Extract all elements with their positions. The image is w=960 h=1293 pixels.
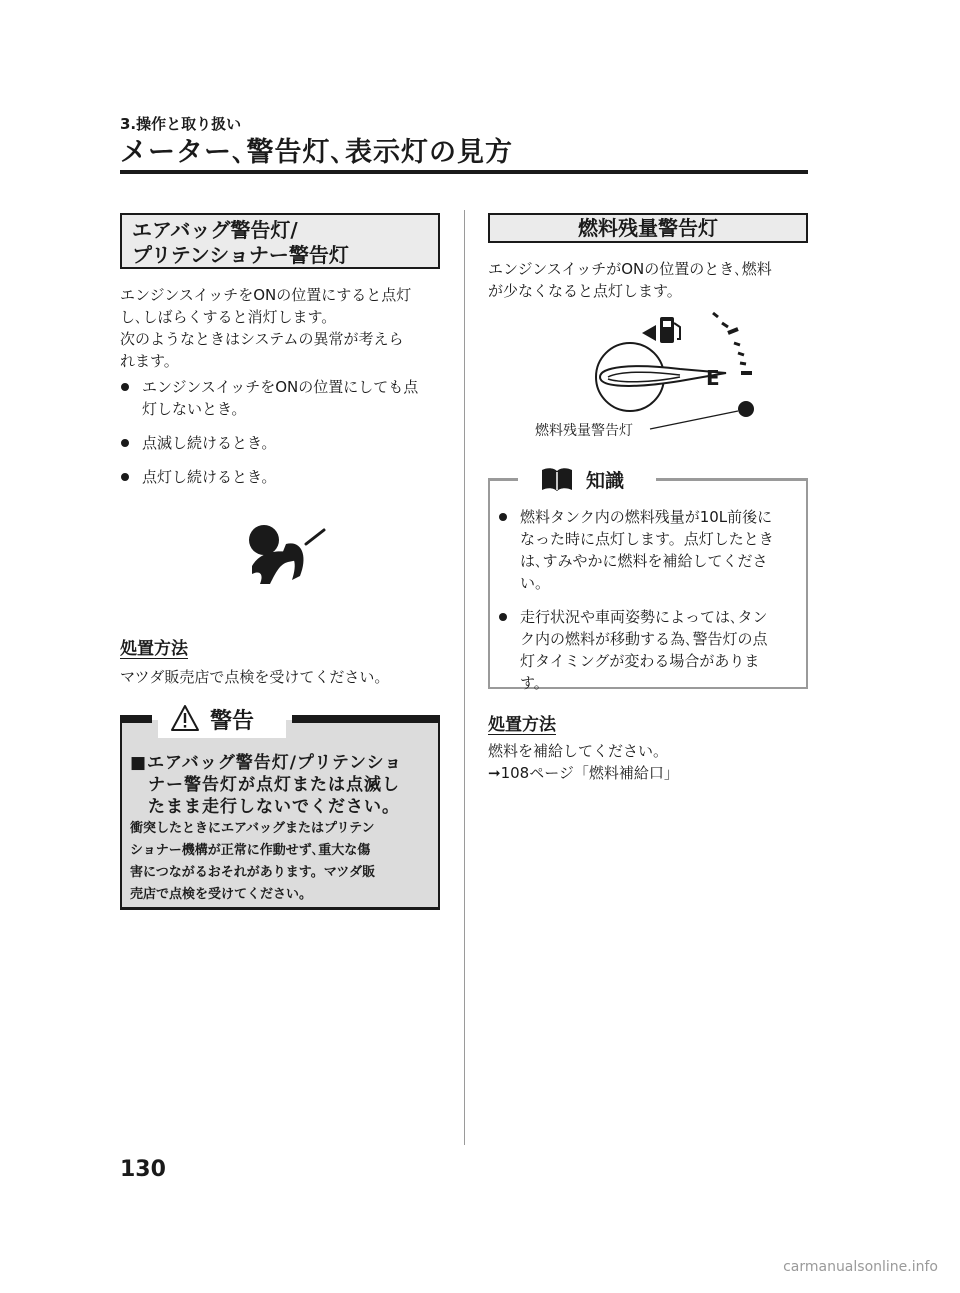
fuel-page-reference[interactable] (488, 762, 679, 784)
reference-link[interactable]: 108ページ「燃料補給口」 (500, 764, 679, 782)
gauge-empty-letter: E (706, 366, 720, 390)
knowledge-bar-left (488, 478, 518, 481)
list-item: 点灯し続けるとき。 (120, 466, 442, 488)
airbag-title-line1: エアバッグ警告灯/ (132, 218, 298, 242)
knowledge-list (498, 506, 802, 706)
page-title: メーター､警告灯､表示灯の見方 (120, 137, 513, 168)
warning-body-line3: 害につながるおそれがあります。マツダ販 (130, 865, 376, 880)
airbag-title-line2: プリテンショナー警告灯 (132, 243, 349, 267)
reference-arrow-icon: ➞ (488, 764, 501, 782)
airbag-desc-line4: れます。 (120, 352, 179, 370)
knowledge-label: 知識 (586, 470, 625, 492)
fuel-action-text: 燃料を補給してください。 (488, 742, 669, 760)
airbag-action-text: マツダ販売店で点検を受けてください。 (120, 668, 390, 686)
column-divider (464, 210, 465, 1145)
warning-bar-left (120, 715, 152, 723)
warning-triangle-icon (170, 704, 200, 732)
list-item: 燃料タンク内の燃料残量が10L前後に なった時に点灯します。点灯したとき は､すみやかに燃料を補給してくださ い。 (498, 506, 802, 594)
fuel-desc-line1: エンジンスイッチがONの位置のとき､燃料 (488, 260, 772, 278)
title-rule (120, 170, 808, 174)
fuel-section-title: 燃料残量警告灯 (488, 213, 808, 243)
fuel-desc-line2: が少なくなると点灯します。 (488, 282, 682, 300)
warning-bar-right (292, 715, 440, 723)
section-label: 3.操作と取り扱い (120, 115, 242, 133)
warning-body (130, 818, 434, 906)
fuel-description (488, 258, 810, 302)
warning-body-line1: 衝突したときにエアバッグまたはプリテン (130, 821, 375, 836)
airbag-action-heading: 処置方法 (120, 639, 188, 659)
airbag-section-title (120, 213, 440, 269)
knowledge-bar-right (656, 478, 808, 481)
list-item: エンジンスイッチをONの位置にしても点 灯しないとき。 (120, 376, 442, 420)
airbag-conditions-list (120, 376, 442, 500)
airbag-desc-line2: し､しばらくすると消灯します。 (120, 308, 337, 326)
airbag-desc-line3: 次のようなときはシステムの異常が考えら (120, 330, 404, 348)
warning-heading (130, 752, 434, 818)
book-icon (540, 466, 574, 492)
page-number: 130 (120, 1157, 166, 1182)
warning-heading-line1: ■エアバッグ警告灯/プリテンショ (130, 753, 403, 773)
gauge-callout-label: 燃料残量警告灯 (535, 423, 633, 439)
warning-heading-line2: ナー警告灯が点灯または点滅し (148, 775, 400, 795)
airbag-warning-icon (246, 522, 330, 590)
warning-body-line4: 売店で点検を受けてください。 (130, 887, 313, 902)
fuel-pump-icon (660, 317, 680, 343)
list-item: 走行状況や車両姿勢によっては､タン ク内の燃料が移動する為､警告灯の点 灯タイミングが変わる場合がありま す。 (498, 606, 802, 694)
airbag-desc-line1: エンジンスイッチをONの位置にすると点灯 (120, 286, 412, 304)
warning-heading-line3: たまま走行しないでください。 (148, 797, 400, 817)
list-item: 点滅し続けるとき。 (120, 432, 442, 454)
airbag-description (120, 284, 442, 372)
fuel-action-heading: 処置方法 (488, 715, 556, 735)
watermark: carmanualsonline.info (783, 1259, 938, 1275)
arrow-left-icon (642, 325, 656, 341)
warning-label: 警告 (210, 709, 255, 734)
warning-body-line2: ショナー機構が正常に作動せず､重大な傷 (130, 843, 371, 858)
